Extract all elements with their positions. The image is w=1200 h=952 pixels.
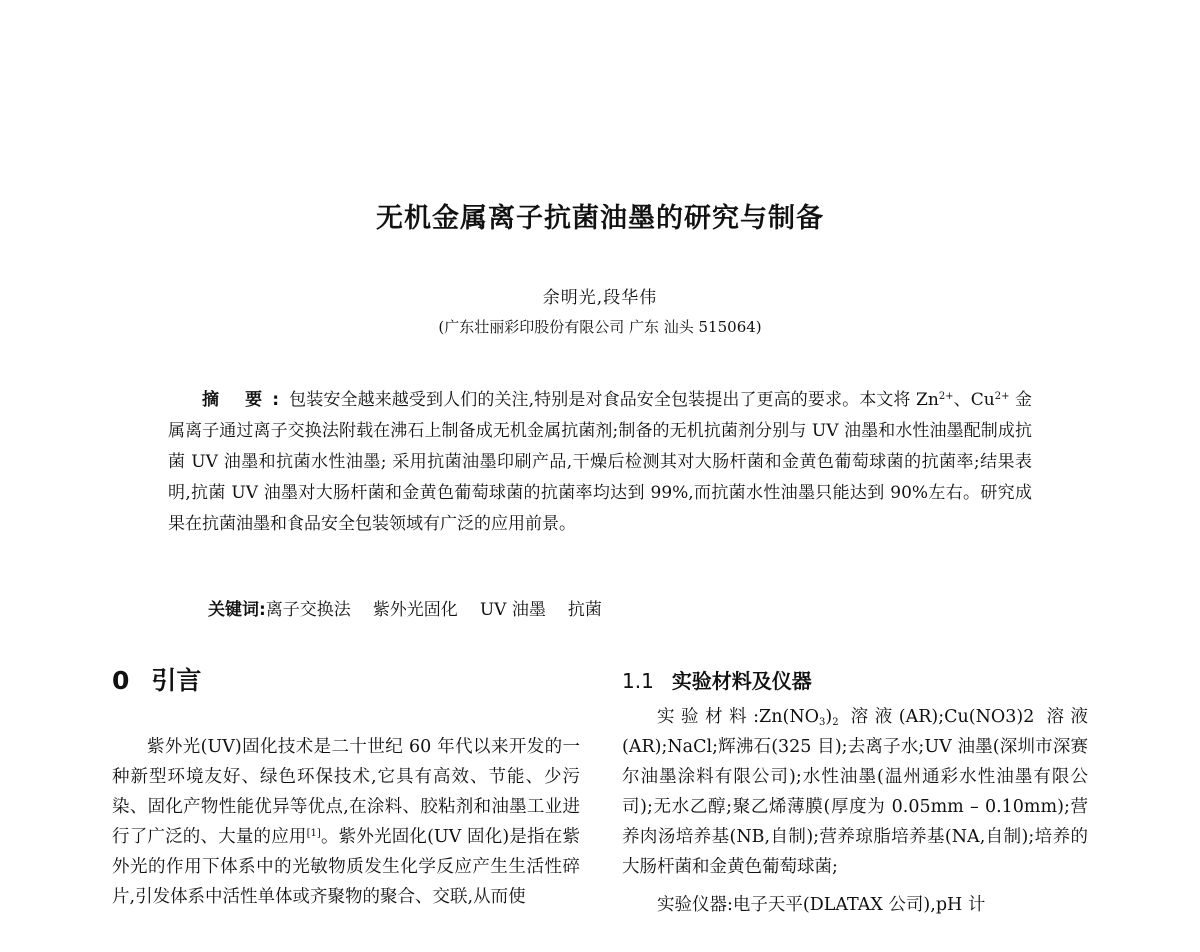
formula-subscript: 3 bbox=[818, 717, 826, 728]
keyword-item: 紫外光固化 bbox=[372, 600, 458, 620]
author-affiliation: (广东壮丽彩印股份有限公司 广东 汕头 515064) bbox=[438, 318, 762, 336]
materials-text-3: 溶液(AR);Cu(NO3)2 溶液(AR);NaCl;辉沸石(325 目);去离子水;UV 油墨(深圳市深赛尔油墨涂料有限公司);水性油墨(温州通彩水性油墨有限公司);无水乙醇;聚乙烯薄膜(厚度为 0.05mm – 0.10mm);营养肉汤培养基(NB,自制);营养琼脂培养基(NA,自制);培养的大肠杆菌和金黄色葡萄球菌; bbox=[622, 707, 1088, 877]
section-heading-introduction bbox=[112, 664, 580, 698]
section-title: 引言 bbox=[151, 666, 202, 695]
intro-paragraph bbox=[112, 732, 580, 912]
citation-ref: [1] bbox=[306, 828, 321, 839]
paper-title: 无机金属离子抗菌油墨的研究与制备 bbox=[376, 203, 824, 234]
keyword-item: 抗菌 bbox=[567, 600, 602, 620]
abstract-text-2: 、Cu bbox=[953, 390, 995, 410]
subsection-heading-materials bbox=[622, 664, 1088, 698]
abstract-zn-charge: 2+ bbox=[938, 391, 954, 402]
subsection-title: 实验材料及仪器 bbox=[671, 669, 812, 693]
section-number: 0 bbox=[112, 666, 130, 695]
abstract-cu-charge: 2+ bbox=[994, 391, 1010, 402]
materials-text-1: 实验材料:Zn(NO bbox=[657, 707, 819, 727]
keywords-label: 关键词: bbox=[208, 600, 266, 620]
formula-subscript: 2 bbox=[832, 717, 839, 728]
intro-text-1: 紫外光(UV)固化技术是二十世纪 60 年代以来开发的一种新型环境友好、绿色环保技术,它具有高效、节能、少污染、固化产物性能优异等优点,在涂料、胶粘剂和油墨工业进行了广泛的、大量的应用 bbox=[112, 737, 580, 847]
abstract-text-1: 包装安全越来越受到人们的关注,特别是对食品安全包装提出了更高的要求。本文将 Zn bbox=[289, 390, 939, 410]
abstract bbox=[168, 385, 1032, 540]
left-column bbox=[112, 664, 580, 912]
instruments-paragraph: 实验仪器:电子天平(DLATAX 公司),pH 计 bbox=[657, 895, 986, 915]
materials-paragraph bbox=[622, 702, 1088, 882]
intro-text-2: 。紫外光固化(UV 固化)是指在紫外光的作用下体系中的光敏物质发生化学反应产生生活性碎片,引发体系中活性单体或齐聚物的聚合、交联,从而使 bbox=[112, 827, 580, 907]
materials-text-2: ) bbox=[825, 707, 833, 727]
subsection-number: 1.1 bbox=[622, 669, 654, 693]
keyword-item: 离子交换法 bbox=[265, 600, 351, 620]
abstract-label: 摘 要: bbox=[202, 390, 290, 410]
author-list: 余明光,段华伟 bbox=[542, 288, 658, 308]
keywords bbox=[208, 595, 1032, 620]
keyword-item: UV 油墨 bbox=[479, 600, 546, 620]
right-column bbox=[622, 664, 1088, 920]
abstract-text-3: 金属离子通过离子交换法附载在沸石上制备成无机金属抗菌剂;制备的无机抗菌剂分别与 UV 油墨和水性油墨配制成抗菌 UV 油墨和抗菌水性油墨; 采用抗菌油墨印刷产品,干燥后检测其对大肠杆菌和金黄色葡萄球菌的抗菌率;结果表明,抗菌 UV 油墨对大肠杆菌和金黄色葡萄球菌的抗菌率均达到 99%,而抗菌水性油墨只能达到 90%左右。研究成果在抗菌油墨和食品安全包装领域有广泛的应用前景。 bbox=[168, 390, 1032, 534]
